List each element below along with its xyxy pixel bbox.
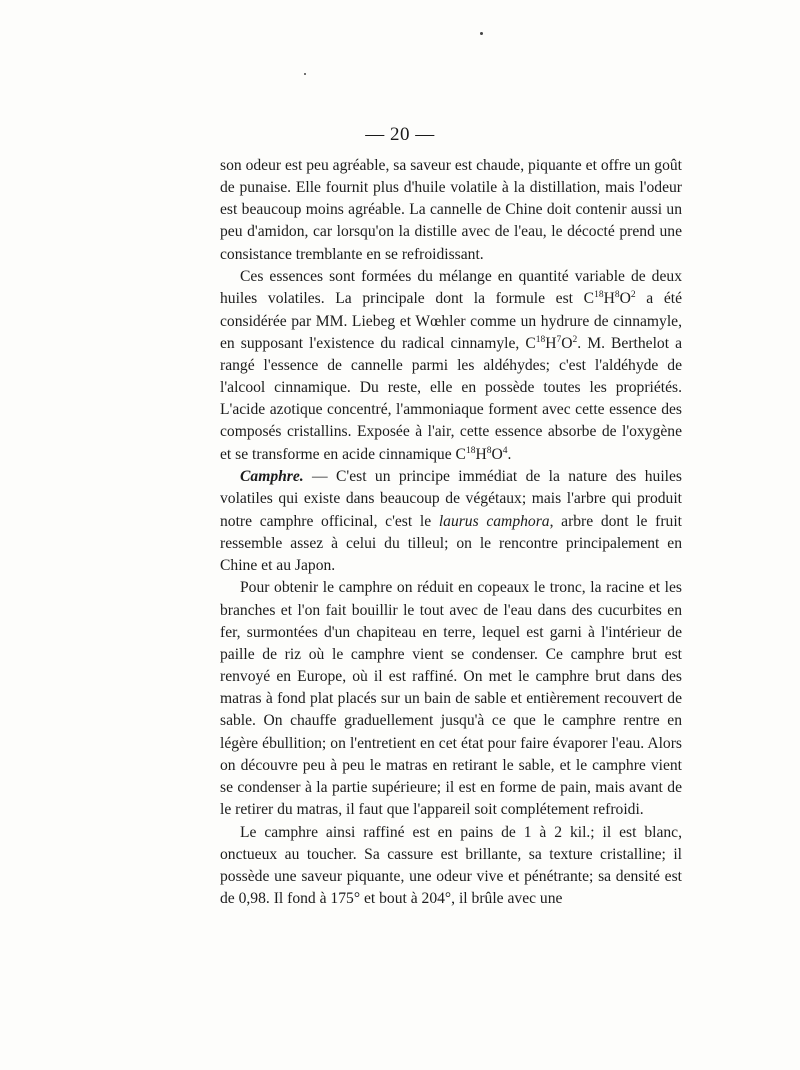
body-text <box>220 155 682 910</box>
ink-speck <box>304 73 306 75</box>
subscript-index: 18 <box>594 290 604 301</box>
text-run: O <box>561 334 573 352</box>
text-run: Le camphre ainsi raffiné est en pains de 1 à 2 kil.; il est blanc, onctueux au toucher. Sa cassure est brillante, sa texture cristalline; il possède une saveur piquante, une odeur vive et pénétrante; sa densité est de 0,98. Il fond à 175° et bout à 204°, il brûle avec une <box>220 823 682 908</box>
text-run: H <box>475 445 487 463</box>
subscript-index: 2 <box>572 334 578 345</box>
subscript-index: 8 <box>486 445 492 456</box>
text-run: H <box>603 290 615 308</box>
text-run: a été considérée par MM. Liebeg et Wœhler comme un hydrure de cinnamyle, en supposant l'existence du radical cinnamyle, C <box>220 290 682 352</box>
subscript-index: 2 <box>630 290 636 301</box>
text-run: son odeur est peu agréable, sa saveur est chaude, piquante et offre un goût de punaise. Elle fournit plus d'huile volatile à la distillation, mais l'odeur est beaucoup moins agréable. La cannelle de Chine doit contenir aussi un peu d'amidon, car lorsqu'on la distille avec de l'eau, le décocté prend une consistance tremblante en se refroidissant. <box>220 157 682 263</box>
subscript-index: 4 <box>502 445 508 456</box>
paragraph-p4 <box>220 577 682 821</box>
text-run: O <box>491 445 503 463</box>
text-run: Pour obtenir le camphre on réduit en copeaux le tronc, la racine et les branches et l'on fait bouillir le tout avec de l'eau dans des cucurbites en fer, surmontées d'un chapiteau en terre, lequel est garni à l'intérieur de paille de riz où le camphre vient se condenser. Ce camphre brut est renvoyé en Europe, où il est raffiné. On met le camphre brut dans des matras à fond plat placés sur un bain de sable et entièrement recouvert de sable. On chauffe graduellement jusqu'à ce que le camphre rentre en légère ébullition; on l'entretient en cet état pour faire évaporer l'eau. Alors on découvre peu à peu le matras en retirant le sable, et le camphre vient se condenser à la partie supérieure; il est en forme de pain, mais avant de le retirer du matras, il faut que l'appareil soit complétement refroidi. <box>220 579 682 819</box>
subscript-index: 18 <box>465 445 476 456</box>
subscript-index: 8 <box>614 290 620 301</box>
text-run: , arbre dont le fruit ressemble assez à celui du tilleul; on le rencontre principalement en Chine et au Japon. <box>220 512 682 574</box>
text-run: . M. Berthelot a rangé l'essence de cannelle parmi les aldéhydes; c'est l'aldéhyde de l'alcool cinnamique. Du reste, elle en possède toutes les propriétés. L'acide azotique concentré, l'ammoniaque forment avec cette essence des composés cristallins. Exposée à l'air, cette essence absorbe de l'oxygène et se transforme en acide cinnamique C <box>220 334 682 463</box>
paragraph-p2 <box>220 266 682 465</box>
text-run: Ces essences sont formées du mélange en quantité variable de deux huiles volatiles. La principale dont la formule est C <box>220 268 682 308</box>
text-run: — C'est un principe immédiat de la nature des huiles volatiles qui existe dans beaucoup de végétaux; mais l'arbre qui produit notre camphre officinal, c'est le <box>220 468 682 530</box>
subscript-index: 7 <box>556 334 562 345</box>
italic-term: laurus camphora <box>438 512 550 530</box>
text-run: . <box>507 445 512 463</box>
page-number: — 20 — <box>365 124 435 145</box>
paragraph-p5 <box>220 822 682 911</box>
text-run: H <box>545 334 557 352</box>
paragraph-p1 <box>220 155 682 266</box>
paragraph-p3 <box>220 466 682 577</box>
text-run: O <box>619 290 631 308</box>
ink-speck <box>480 32 483 35</box>
subscript-index: 18 <box>535 334 546 345</box>
section-heading: Camphre. <box>240 468 304 486</box>
